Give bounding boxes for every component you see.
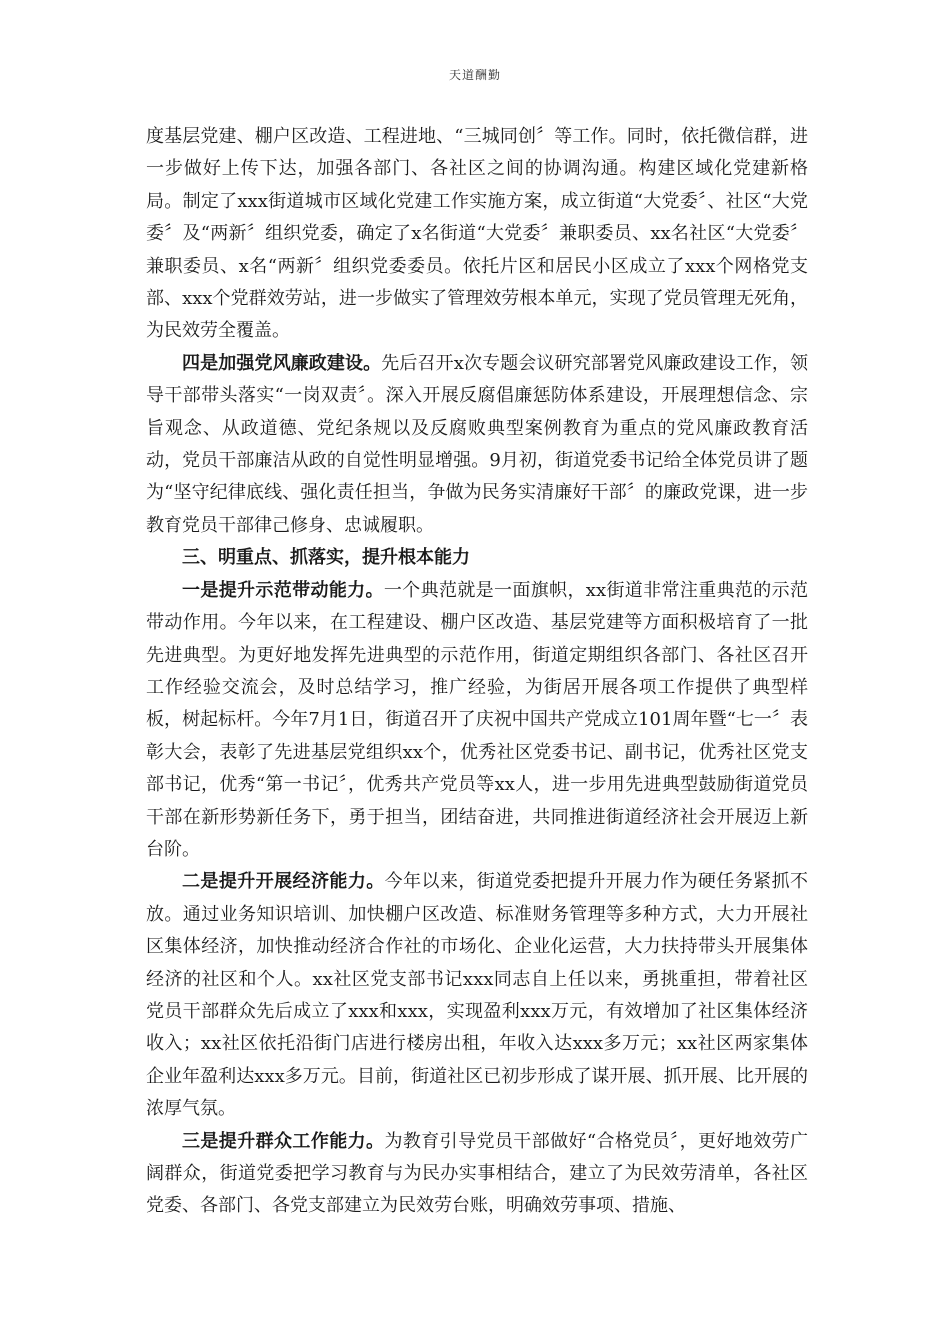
paragraph-text: 度基层党建、棚户区改造、工程进地、“三城同创〞等工作。同时，依托微信群，进一步做好上传下达，加强各部门、各社区之间的协调沟通。构建区域化党建新格局。制定了xxx街道城市区域化党建工作实施方案，成立街道“大党委〞、社区“大党委〞及“两新〞组织党委，确定了x名街道“大党委〞兼职委员、xx名社区“大党委〞兼职委员、x名“两新〞组织党委委员。依托片区和居民小区成立了xxx个网格党支部、xxx个党群效劳站，进一步做实了管理效劳根本单元，实现了党员管理无死角，为民效劳全覆盖。 bbox=[146, 126, 808, 342]
document-body bbox=[146, 121, 808, 1223]
paragraph-continued bbox=[146, 121, 808, 348]
section-heading: 三、明重点、抓落实，提升根本能力 bbox=[182, 547, 470, 569]
paragraph-text: 先后召开x次专题会议研究部署党风廉政建设工作，领导干部带头落实“一岗双责〞。深入开展反腐倡廉惩防体系建设，开展理想信念、宗旨观念、从政道德、党纪条规以及反腐败典型案例教育为重点的党风廉政教育活动，党员干部廉洁从政的自觉性明显增强。9月初，街道党委书记给全体党员讲了题为“坚守纪律底线、强化责任担当，争做为民务实清廉好干部〞的廉政党课，进一步教育党员干部律己修身、忠诚履职。 bbox=[146, 352, 808, 536]
paragraph-lead: 二是提升开展经济能力。 bbox=[182, 871, 385, 893]
paragraph-lead: 三是提升群众工作能力。 bbox=[182, 1130, 385, 1152]
paragraph-demonstration bbox=[146, 575, 808, 867]
paragraph-lead: 四是加强党风廉政建设。 bbox=[182, 352, 382, 374]
paragraph-economy bbox=[146, 866, 808, 1125]
paragraph-lead: 一是提升示范带动能力。 bbox=[182, 579, 384, 601]
page-header: 天道酬勤 bbox=[448, 68, 501, 82]
paragraph-text: 一个典范就是一面旗帜，xx街道非常注重典范的示范带动作用。今年以来，在工程建设、棚户区改造、基层党建等方面积极培育了一批先进典型。为更好地发挥先进典型的示范作用，街道定期组织各部门、各社区召开工作经验交流会，及时总结学习，推广经验，为街居开展各项工作提供了典型样板，树起标杆。今年7月1日，街道召开了庆祝中国共产党成立101周年暨“七一〞表彰大会，表彰了先进基层党组织xx个，优秀社区党委书记、副书记，优秀社区党支部书记，优秀“第一书记〞，优秀共产党员等xx人，进一步用先进典型鼓励街道党员干部在新形势新任务下，勇于担当，团结奋进，共同推进街道经济社会开展迈上新台阶。 bbox=[146, 579, 808, 860]
paragraph-text: 为教育引导党员干部做好“合格党员〞，更好地效劳广阔群众，街道党委把学习教育与为民办实事相结合，建立了为民效劳清单，各社区党委、各部门、各党支部建立为民效劳台账，明确效劳事项、措施、 bbox=[146, 1130, 809, 1217]
paragraph-mass-work bbox=[146, 1126, 808, 1223]
paragraph-text: 今年以来，街道党委把提升开展力作为硬任务紧抓不放。通过业务知识培训、加快棚户区改造、标准财务管理等多种方式，大力开展社区集体经济，加快推动经济合作社的市场化、企业化运营，大力扶持带头开展集体经济的社区和个人。xx社区党支部书记xxx同志自上任以来，勇挑重担，带着社区党员干部群众先后成立了xxx和xxx，实现盈利xxx万元，有效增加了社区集体经济收入；xx社区依托沿街门店进行楼房出租，年收入达xxx多万元；xx社区两家集体企业年盈利达xxx多万元。目前，街道社区已初步形成了谋开展、抓开展、比开展的浓厚气氛。 bbox=[146, 871, 809, 1120]
paragraph-party-conduct bbox=[146, 348, 808, 542]
